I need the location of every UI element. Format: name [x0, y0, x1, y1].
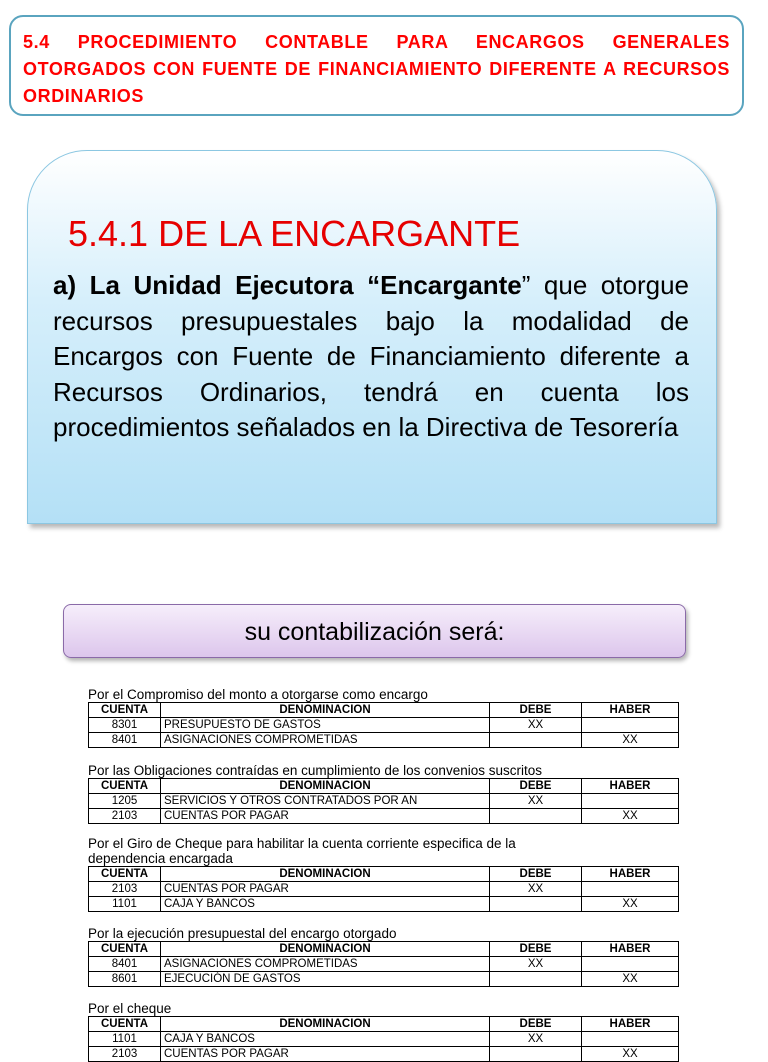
col-header-denominacion: DENOMINACION: [161, 867, 490, 882]
entry-table: [88, 702, 679, 748]
col-header-cuenta: CUENTA: [89, 942, 161, 957]
table-row: [89, 718, 679, 733]
section-header-title: 5.4 PROCEDIMIENTO CONTABLE PARA ENCARGOS GENERALES OTORGADOS CON FUENTE DE FINANCIAMIENTO DIFERENTE A RECURSOS ORDINARIOS: [23, 32, 730, 106]
cell-haber: [582, 794, 679, 809]
table-header-row: [89, 1017, 679, 1032]
accounting-entry: [88, 763, 688, 824]
cell-cuenta: 2103: [89, 809, 161, 824]
cell-cuenta: 2103: [89, 1047, 161, 1062]
accounting-entry: [88, 926, 688, 987]
entry-title: Por las Obligaciones contraídas en cumplimiento de los convenios suscritos: [88, 763, 542, 778]
table-row: [89, 882, 679, 897]
col-header-haber: HABER: [582, 703, 679, 718]
cell-debe: XX: [490, 794, 582, 809]
col-header-debe: DEBE: [490, 942, 582, 957]
cell-debe: [490, 733, 582, 748]
cell-debe: [490, 1047, 582, 1062]
col-header-cuenta: CUENTA: [89, 779, 161, 794]
cell-debe: XX: [490, 957, 582, 972]
cell-debe: [490, 972, 582, 987]
cell-denominacion: ASIGNACIONES COMPROMETIDAS: [161, 733, 490, 748]
cell-haber: [582, 1032, 679, 1047]
cell-debe: [490, 897, 582, 912]
cell-haber: XX: [582, 1047, 679, 1062]
cell-cuenta: 8301: [89, 718, 161, 733]
cell-denominacion: PRESUPUESTO DE GASTOS: [161, 718, 490, 733]
table-row: [89, 809, 679, 824]
table-header-row: [89, 703, 679, 718]
cell-denominacion: CUENTAS POR PAGAR: [161, 882, 490, 897]
col-header-debe: DEBE: [490, 867, 582, 882]
col-header-cuenta: CUENTA: [89, 867, 161, 882]
table-row: [89, 1047, 679, 1062]
table-header-row: [89, 779, 679, 794]
col-header-denominacion: DENOMINACION: [161, 703, 490, 718]
cell-debe: [490, 809, 582, 824]
cell-denominacion: CUENTAS POR PAGAR: [161, 809, 490, 824]
col-header-haber: HABER: [582, 1017, 679, 1032]
entry-table: [88, 778, 679, 824]
cell-cuenta: 1205: [89, 794, 161, 809]
subsection-title: 5.4.1 DE LA ENCARGANTE: [68, 213, 521, 254]
table-header-row: [89, 942, 679, 957]
cell-denominacion: EJECUCIÓN DE GASTOS: [161, 972, 490, 987]
cell-cuenta: 8601: [89, 972, 161, 987]
accounting-entry: [88, 836, 688, 912]
cell-debe: XX: [490, 1032, 582, 1047]
cell-haber: XX: [582, 809, 679, 824]
table-row: [89, 733, 679, 748]
entry-title-continued: dependencia encargada: [88, 851, 233, 866]
col-header-denominacion: DENOMINACION: [161, 942, 490, 957]
entry-table: [88, 1016, 679, 1062]
table-header-row: [89, 867, 679, 882]
table-row: [89, 897, 679, 912]
section-header-box: [9, 15, 744, 116]
cell-debe: XX: [490, 882, 582, 897]
cell-cuenta: 1101: [89, 897, 161, 912]
table-row: [89, 1032, 679, 1047]
cell-denominacion: CUENTAS POR PAGAR: [161, 1047, 490, 1062]
cell-haber: [582, 882, 679, 897]
table-row: [89, 972, 679, 987]
entry-title: Por la ejecución presupuestal del encargo otorgado: [88, 926, 397, 941]
subsection-paragraph: [53, 268, 689, 446]
cell-denominacion: SERVICIOS Y OTROS CONTRATADOS POR AN: [161, 794, 490, 809]
col-header-debe: DEBE: [490, 779, 582, 794]
paragraph-bold-lead: a) La Unidad Ejecutora “Encargante: [53, 270, 522, 300]
cell-denominacion: CAJA Y BANCOS: [161, 897, 490, 912]
cell-cuenta: 1101: [89, 1032, 161, 1047]
col-header-denominacion: DENOMINACION: [161, 1017, 490, 1032]
entry-table: [88, 941, 679, 987]
cell-debe: XX: [490, 718, 582, 733]
entry-title: Por el Giro de Cheque para habilitar la cuenta corriente especifica de la: [88, 836, 516, 851]
cell-haber: XX: [582, 733, 679, 748]
col-header-denominacion: DENOMINACION: [161, 779, 490, 794]
cell-denominacion: ASIGNACIONES COMPROMETIDAS: [161, 957, 490, 972]
entry-title: Por el cheque: [88, 1001, 172, 1016]
col-header-cuenta: CUENTA: [89, 703, 161, 718]
table-row: [89, 794, 679, 809]
accounting-entry: [88, 1001, 688, 1062]
col-header-haber: HABER: [582, 867, 679, 882]
contabilizacion-label: su contabilización será:: [63, 604, 686, 658]
cell-cuenta: 2103: [89, 882, 161, 897]
col-header-haber: HABER: [582, 942, 679, 957]
entry-title: Por el Compromiso del monto a otorgarse como encargo: [88, 687, 428, 702]
cell-haber: XX: [582, 897, 679, 912]
col-header-haber: HABER: [582, 779, 679, 794]
paragraph-body: ” que otorgue recursos presupuestales bajo la modalidad de Encargos con Fuente de Financiamiento diferente a Recursos Ordinarios, tendrá en cuenta los procedimientos señalados en la Directiva de Tesorería: [53, 270, 689, 442]
col-header-debe: DEBE: [490, 703, 582, 718]
accounting-entry: [88, 687, 688, 748]
cell-denominacion: CAJA Y BANCOS: [161, 1032, 490, 1047]
table-row: [89, 957, 679, 972]
cell-haber: XX: [582, 972, 679, 987]
cell-cuenta: 8401: [89, 733, 161, 748]
col-header-cuenta: CUENTA: [89, 1017, 161, 1032]
cell-cuenta: 8401: [89, 957, 161, 972]
cell-haber: [582, 957, 679, 972]
col-header-debe: DEBE: [490, 1017, 582, 1032]
cell-haber: [582, 718, 679, 733]
entry-table: [88, 866, 679, 912]
